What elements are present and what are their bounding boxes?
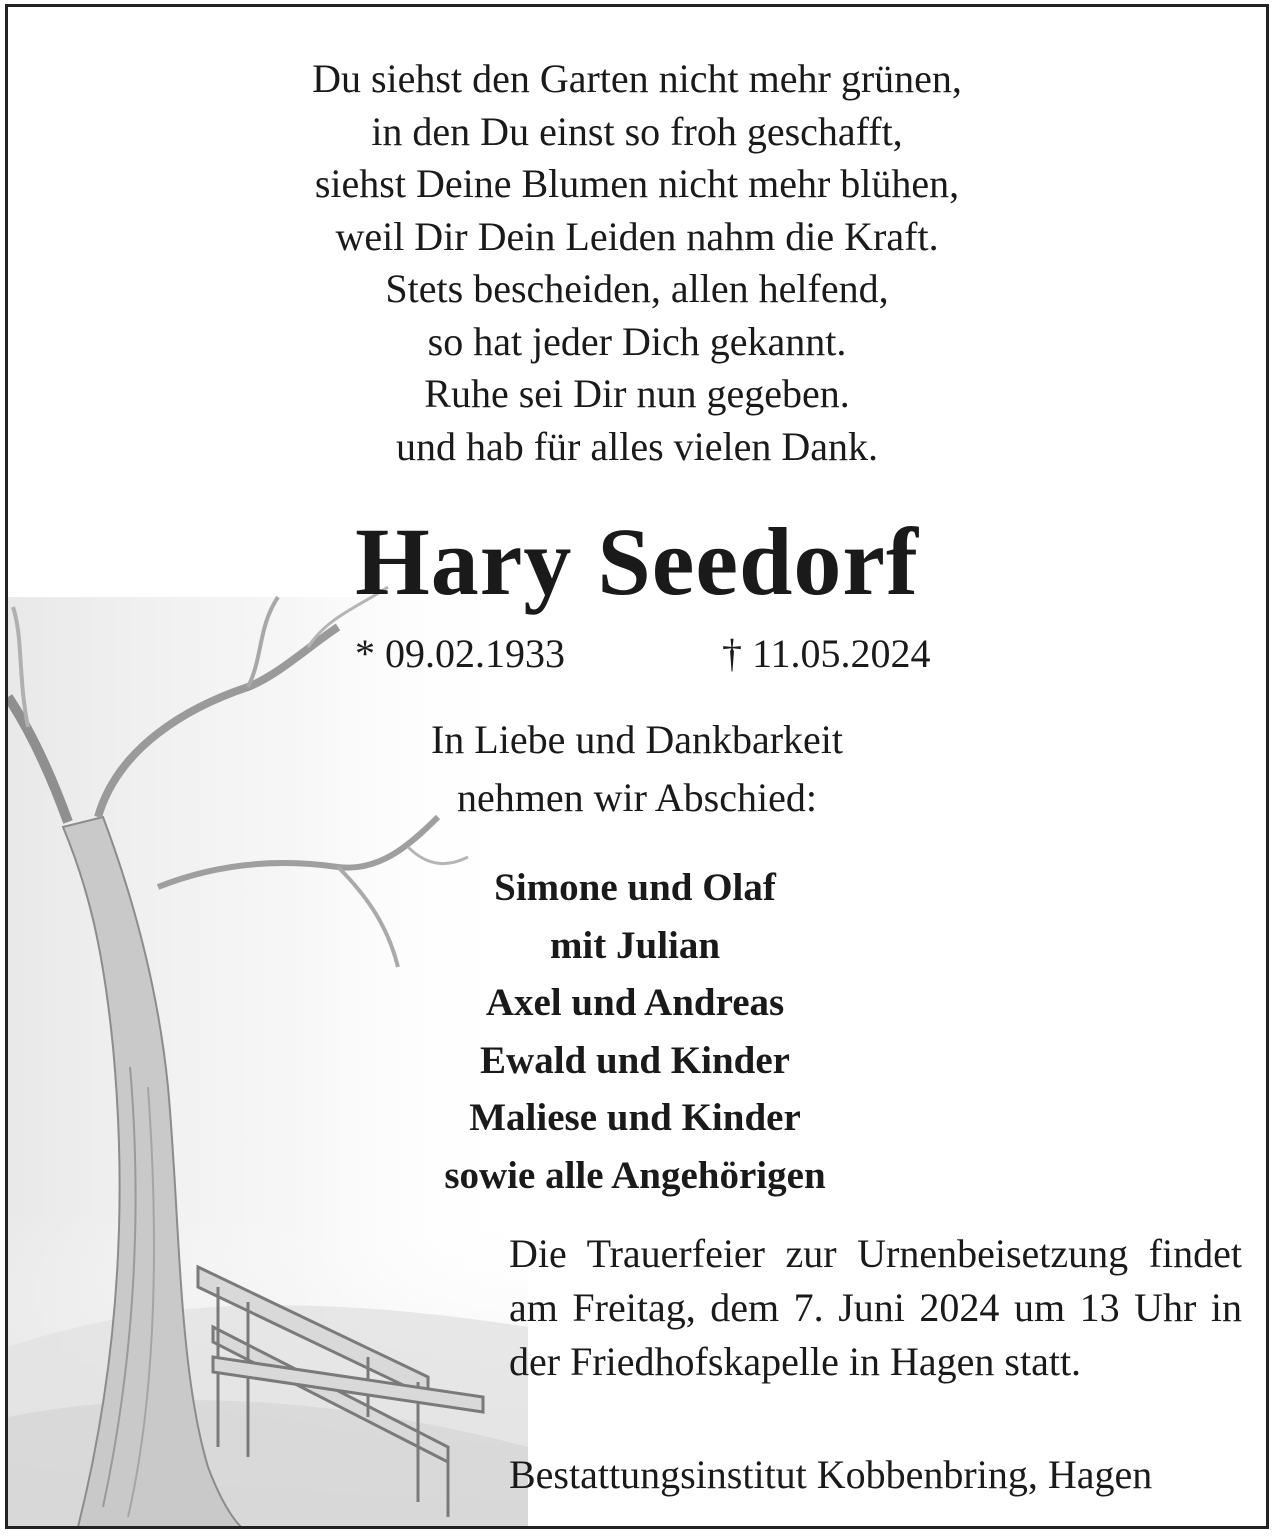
mourner-entry: mit Julian [549,923,721,967]
poem-line: und hab für alles vielen Dank. [395,423,879,469]
mourner-entry: Maliese und Kinder [469,1096,801,1139]
death-date: † 11.05.2024 [722,631,931,676]
funeral-home: Bestattungsinstitut Kobbenbring, Hagen [509,1452,1153,1497]
poem-line: weil Dir Dein Leiden nahm die Kraft. [335,213,939,259]
farewell-text [8,711,1266,827]
poem-line: in den Du einst so froh geschafft, [371,108,903,154]
poem-line: so hat jeder Dich gekannt. [427,318,847,364]
farewell-line: nehmen wir Abschied: [457,775,817,820]
mourner-entry: Simone und Olaf [494,866,776,909]
farewell-line: In Liebe und Dankbarkeit [430,717,844,762]
mourner-entry: Ewald und Kinder [480,1038,790,1082]
mourner-entry: sowie alle Angehörigen [444,1153,826,1197]
poem-line: Du siehst den Garten nicht mehr grünen, [312,56,962,101]
mourner-entry: Axel und Andreas [485,981,785,1024]
obituary-notice [5,4,1269,1529]
birth-date: * 09.02.1933 [355,631,565,676]
poem-line: Ruhe sei Dir nun gegeben. [424,371,850,416]
poem [8,53,1266,473]
mourners-list [8,859,1266,1204]
poem-line: Stets bescheiden, allen helfend, [385,266,889,311]
ceremony-info: Die Trauerfeier zur Urnenbeisetzung findet am Freitag, dem 7. Juni 2024 um 13 Uhr in der Friedhofskapelle in Hagen statt. [509,1231,1242,1384]
deceased-name: Hary Seedorf [355,508,919,615]
poem-line: siehst Deine Blumen nicht mehr blühen, [314,161,960,206]
